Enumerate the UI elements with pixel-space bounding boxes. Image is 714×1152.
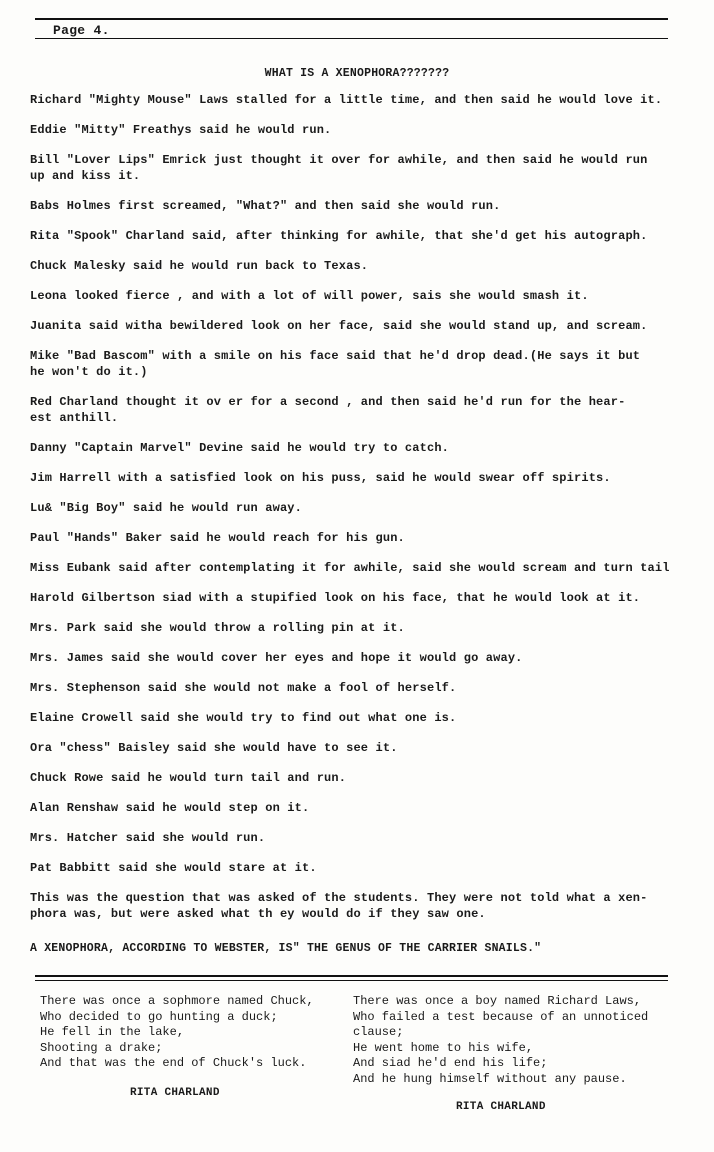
list-item: Bill "Lover Lips" Emrick just thought it over for awhile, and then said he would run up and kiss it. xyxy=(30,153,648,183)
list-item: Mike "Bad Bascom" with a smile on his face said that he'd drop dead.(He says it but he won't do it.) xyxy=(30,349,641,379)
section-divider-top xyxy=(35,975,668,977)
list-item: Red Charland thought it ov er for a second , and then said he'd run for the hear- est anthill. xyxy=(30,395,626,425)
list-item: Elaine Crowell said she would try to find out what one is. xyxy=(30,711,457,725)
list-item: Ora "chess" Baisley said she would have to see it. xyxy=(30,741,398,755)
header-underline xyxy=(35,38,668,39)
list-item: Leona looked fierce , and with a lot of will power, sais she would smash it. xyxy=(30,289,589,303)
list-item: Babs Holmes first screamed, "What?" and then said she would run. xyxy=(30,199,501,213)
list-item: Mrs. Stephenson said she would not make a fool of herself. xyxy=(30,681,457,695)
list-item: Rita "Spook" Charland said, after thinking for awhile, that she'd get his autograph. xyxy=(30,229,648,243)
definition-note: A XENOPHORA, ACCORDING TO WEBSTER, IS" THE GENUS OF THE CARRIER SNAILS." xyxy=(30,942,542,955)
list-item: Chuck Rowe said he would turn tail and run. xyxy=(30,771,347,785)
list-item: Chuck Malesky said he would run back to Texas. xyxy=(30,259,369,273)
list-item: Danny "Captain Marvel" Devine said he would try to catch. xyxy=(30,441,450,455)
list-item: Miss Eubank said after contemplating it for awhile, said she would scream and turn tail xyxy=(30,561,670,575)
section-divider-bottom xyxy=(35,980,668,981)
list-item: Alan Renshaw said he would step on it. xyxy=(30,801,310,815)
limerick-right-author: RITA CHARLAND xyxy=(456,1101,546,1113)
list-item: Mrs. Hatcher said she would run. xyxy=(30,831,266,845)
list-item: Harold Gilbertson siad with a stupified look on his face, that he would look at it. xyxy=(30,591,641,605)
list-item: Eddie "Mitty" Freathys said he would run. xyxy=(30,123,332,137)
list-item: Pat Babbitt said she would stare at it. xyxy=(30,861,317,875)
list-item: Mrs. Park said she would throw a rolling pin at it. xyxy=(30,621,405,635)
closing-paragraph: This was the question that was asked of the students. They were not told what a xen- phora was, but were asked what th ey would do if they saw one. xyxy=(30,891,648,921)
response-list xyxy=(30,92,680,936)
list-item: Paul "Hands" Baker said he would reach for his gun. xyxy=(30,531,405,545)
list-item: Jim Harrell with a satisfied look on his puss, said he would swear off spirits. xyxy=(30,471,611,485)
page-number-label: Page 4. xyxy=(53,23,110,38)
article-title: WHAT IS A XENOPHORA??????? xyxy=(264,67,450,80)
list-item: Mrs. James said she would cover her eyes and hope it would go away. xyxy=(30,651,523,665)
list-item: Lu& "Big Boy" said he would run away. xyxy=(30,501,302,515)
list-item: Juanita said witha bewildered look on her face, said she would stand up, and scream. xyxy=(30,319,648,333)
limerick-left-author: RITA CHARLAND xyxy=(130,1087,220,1099)
limerick-left: There was once a sophmore named Chuck, Who decided to go hunting a duck; He fell in the lake, Shooting a drake; And that was the end of Chuck's luck. xyxy=(40,994,314,1070)
limerick-right: There was once a boy named Richard Laws, Who failed a test because of an unnoticed clause; He went home to his wife, And siad he'd end his life; And he hung himself without any pause. xyxy=(353,994,649,1086)
top-rule xyxy=(35,18,668,20)
list-item: Richard "Mighty Mouse" Laws stalled for a little time, and then said he would love it. xyxy=(30,93,663,107)
